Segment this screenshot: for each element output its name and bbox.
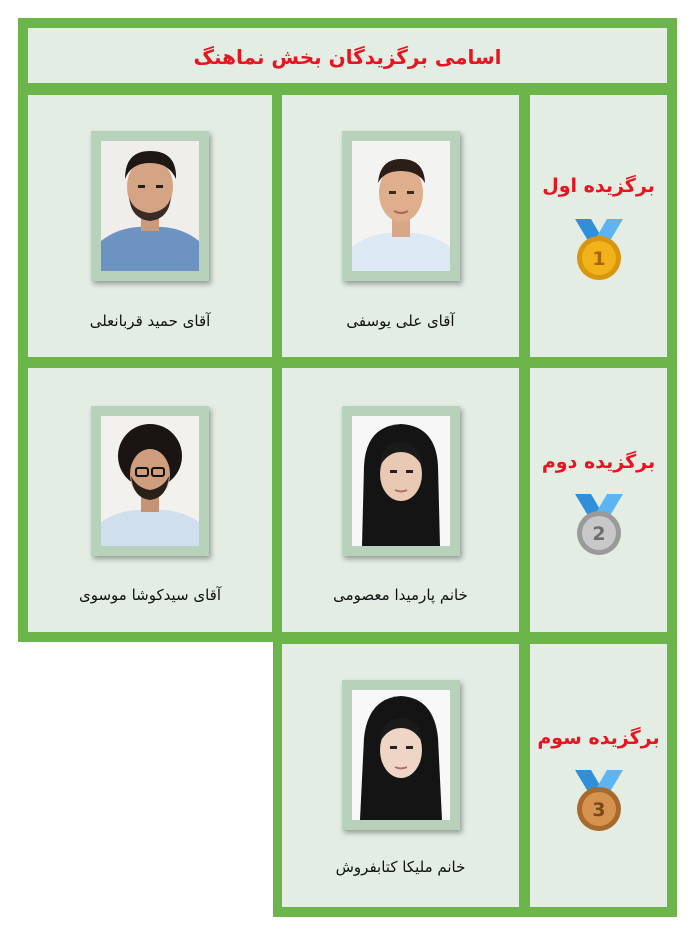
- gold-medal-icon: [571, 217, 627, 283]
- rank-label-first: برگزیده اول: [542, 175, 655, 197]
- title-cell: [25, 25, 670, 86]
- medal-number: 3: [591, 799, 606, 821]
- winner-name: آقای حمید قربانعلی: [89, 312, 211, 330]
- rank-cell-first: [527, 92, 670, 360]
- winner-name: خانم ملیکا کتابفروش: [335, 858, 466, 876]
- photo-frame: [342, 680, 460, 830]
- medal-number: 2: [591, 523, 606, 545]
- rank-cell-third: [527, 641, 670, 910]
- photo-frame: [91, 131, 209, 281]
- winner-photo: [101, 416, 199, 546]
- winner-name: آقای علی یوسفی: [346, 312, 455, 330]
- winner-cell: [279, 365, 522, 635]
- bronze-medal-icon: [571, 768, 627, 834]
- winner-name: آقای سیدکوشا موسوی: [78, 586, 222, 604]
- rank-cell-second: [527, 365, 670, 635]
- winner-photo: [352, 141, 450, 271]
- winner-cell: [25, 365, 275, 635]
- winner-cell: [279, 641, 522, 910]
- winner-cell: [279, 92, 522, 360]
- medal-number: 1: [591, 248, 606, 270]
- rank-label-second: برگزیده دوم: [541, 451, 656, 473]
- winner-photo: [352, 690, 450, 820]
- winner-name: خانم پارمیدا معصومی: [333, 586, 468, 604]
- winner-photo: [352, 416, 450, 546]
- winner-photo: [101, 141, 199, 271]
- winner-cell: [25, 92, 275, 360]
- photo-frame: [342, 131, 460, 281]
- photo-frame: [342, 406, 460, 556]
- photo-frame: [91, 406, 209, 556]
- page-title: اسامی برگزیدگان بخش نماهنگ: [193, 45, 502, 69]
- silver-medal-icon: [571, 492, 627, 558]
- rank-label-third: برگزیده سوم: [537, 727, 660, 749]
